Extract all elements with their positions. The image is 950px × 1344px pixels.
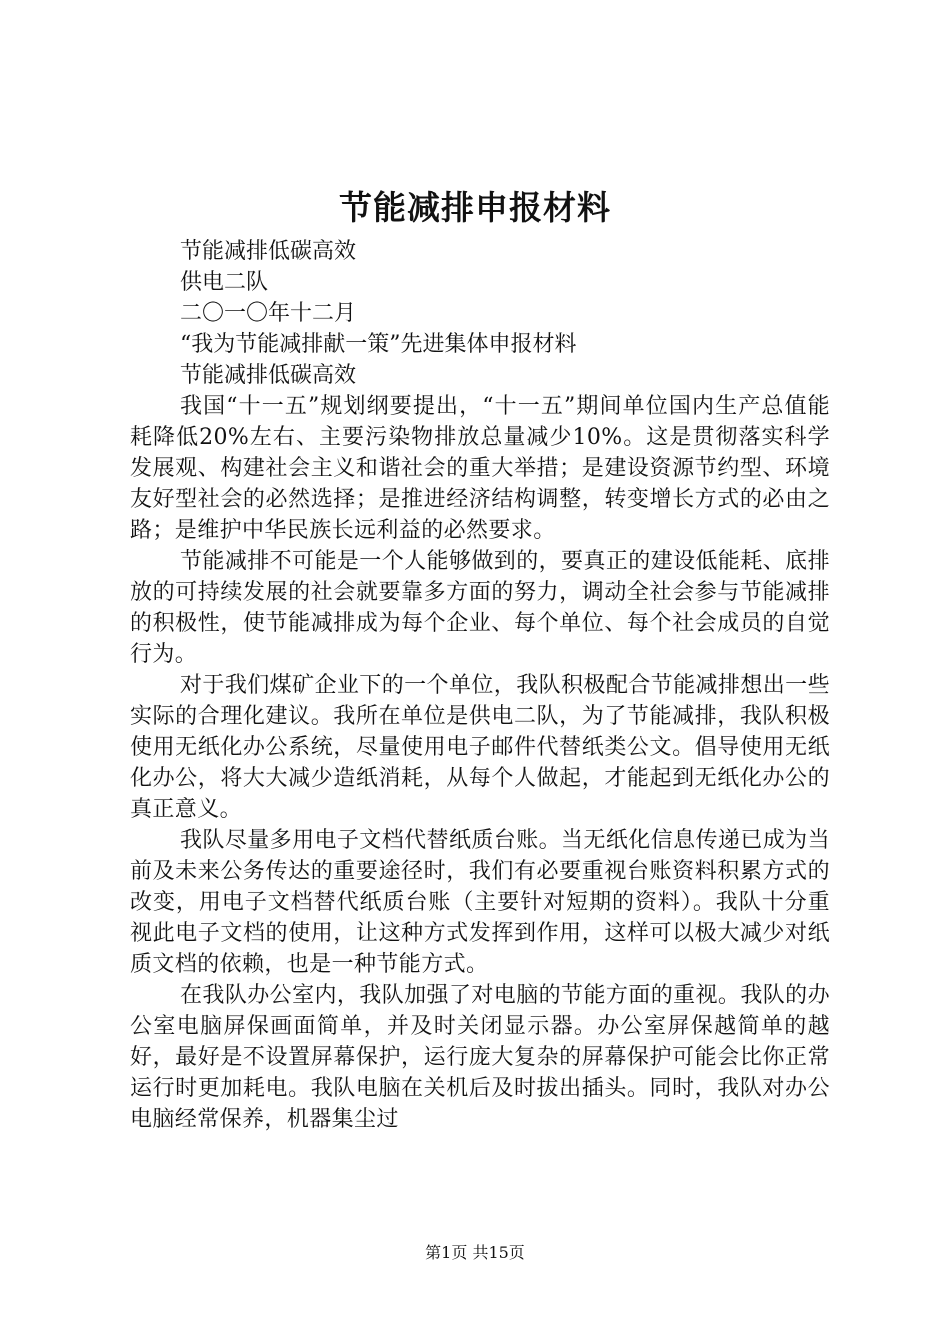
unit-name: 供电二队 [180, 270, 269, 295]
document-heading: “我为节能减排献一策”先进集体申报材料 [180, 332, 577, 357]
page-number-footer: 第1页 共15页 [425, 1243, 525, 1262]
section-slogan: 节能减排低碳高效 [180, 363, 357, 388]
body-paragraph: 我队尽量多用电子文档代替纸质台账。当无纸化信息传递已成为当前及未来公务传达的重要途径时，我们有必要重视台账资料积累方式的改变，用电子文档替代纸质台账（主要针对短期的资料）。我队十分重视此电子文档的使用，让这种方式发挥到作用，这样可以极大减少对纸质文档的依赖，也是一种节能方式。 [130, 828, 830, 977]
body-paragraph: 在我队办公室内，我队加强了对电脑的节能方面的重视。我队的办公室电脑屏保画面简单，并及时关闭显示器。办公室屏保越简单的越好，最好是不设置屏幕保护，运行庞大复杂的屏幕保护可能会比你正常运行时更加耗电。我队电脑在关机后及时拔出插头。同时，我队对办公电脑经常保养，机器集尘过 [130, 983, 830, 1132]
body-paragraph: 节能减排不可能是一个人能够做到的，要真正的建设低能耗、底排放的可持续发展的社会就要靠多方面的努力，调动全社会参与节能减排的积极性，使节能减排成为每个企业、每个单位、每个社会成员的自觉行为。 [130, 549, 830, 667]
body-paragraph: 对于我们煤矿企业下的一个单位，我队积极配合节能减排想出一些实际的合理化建议。我所在单位是供电二队，为了节能减排，我队积极使用无纸化办公系统，尽量使用电子邮件代替纸类公文。倡导使用无纸化办公，将大大减少造纸消耗，从每个人做起，才能起到无纸化办公的真正意义。 [130, 673, 830, 822]
subtitle-slogan: 节能减排低碳高效 [180, 239, 357, 264]
document-title: 节能减排申报材料 [339, 188, 611, 227]
document-body [130, 236, 830, 1135]
body-paragraph: 我国“十一五”规划纲要提出，“十一五”期间单位国内生产总值能耗降低20%左右、主要污染物排放总量减少10%。这是贯彻落实科学发展观、构建社会主义和谐社会的重大举措；是建设资源节约型、环境友好型社会的必然选择；是推进经济结构调整，转变增长方式的必由之路；是维护中华民族长远利益的必然要求。 [130, 394, 830, 543]
document-date: 二〇一〇年十二月 [180, 301, 357, 326]
